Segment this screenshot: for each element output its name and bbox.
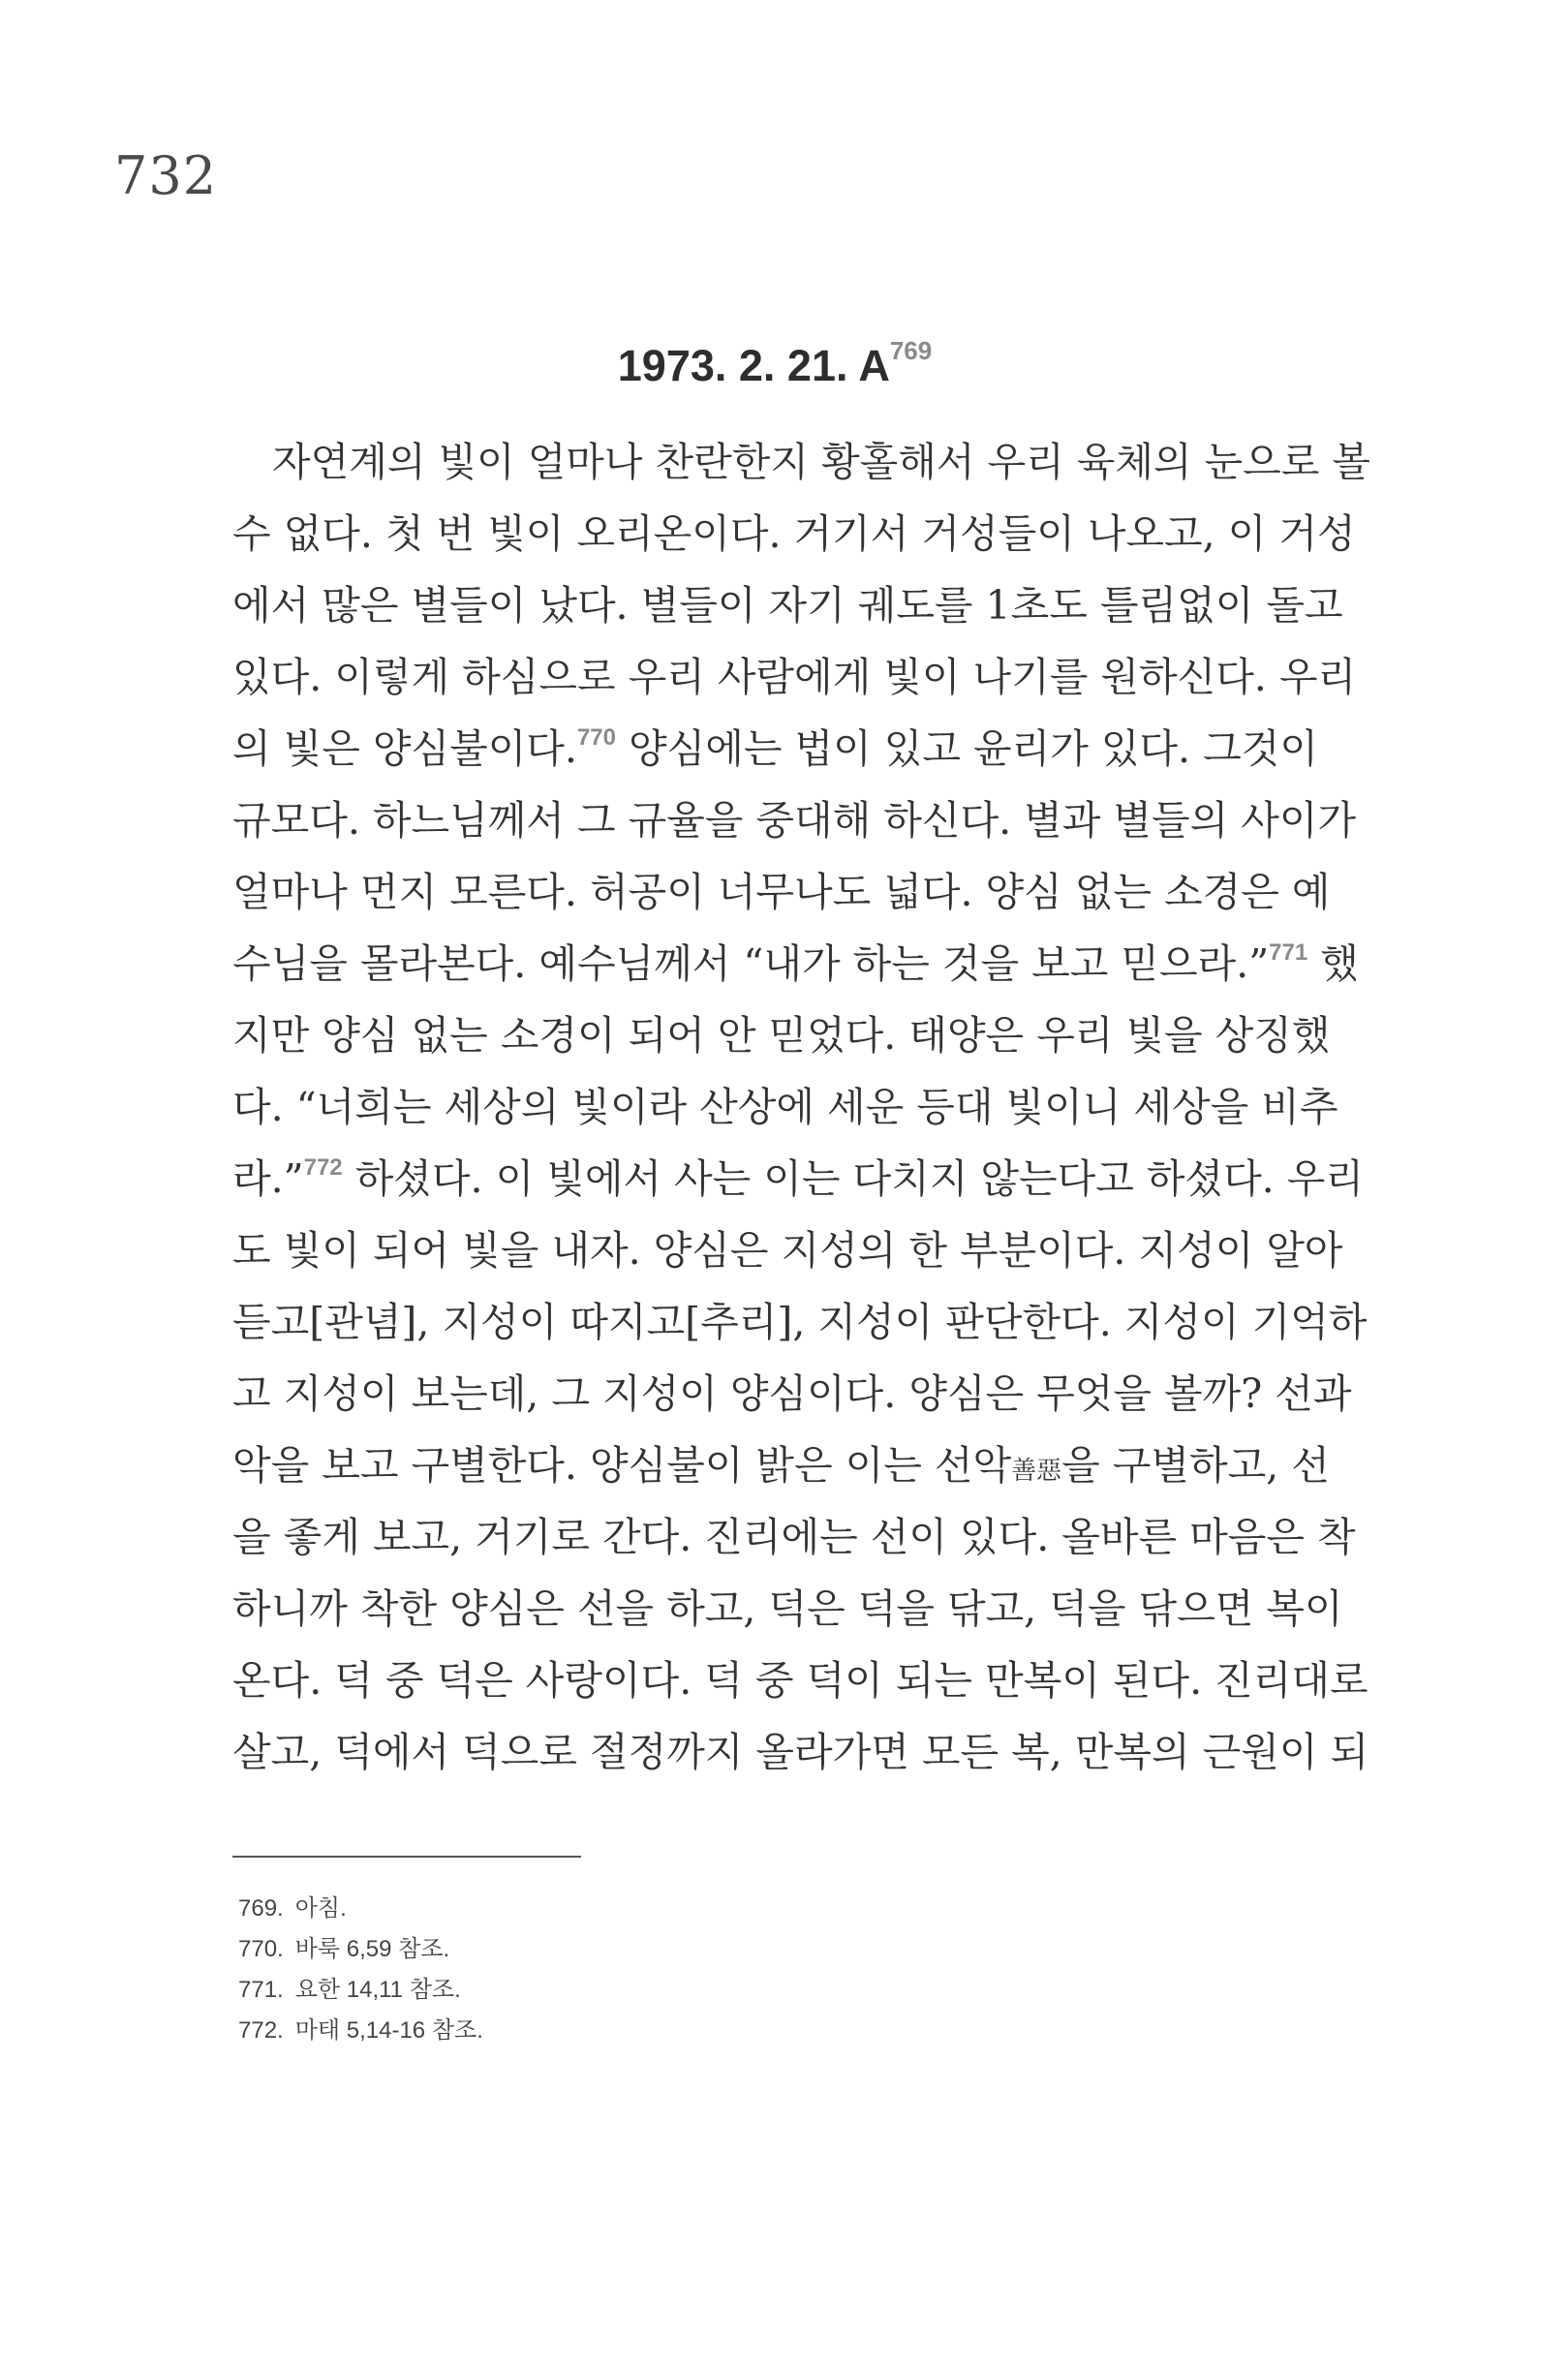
body-line [232,928,1359,999]
footnote-772 [238,2011,483,2051]
entry-heading-title: 1973. 2. 21. A [617,341,890,390]
footnote-770 [238,1929,483,1970]
page-number: 732 [114,145,218,206]
body-line-text: 을 구별하고, 선 [1061,1442,1330,1489]
body-line: 듣고[관념], 지성이 따지고[추리], 지성이 판단한다. 지성이 기억하 [232,1299,1368,1345]
footnote-771 [238,1970,483,2011]
footnote-ref-771[interactable]: 771 [1269,939,1308,966]
body-line: 도 빛이 되어 빛을 내자. 양심은 지성의 한 부분이다. 지성이 알아 [232,1227,1343,1274]
footnote-text: 요한 14,11 참조. [294,1977,461,2003]
body-line [232,713,1317,784]
body-line-text: 악을 보고 구별한다. 양심불이 밝은 이는 선악 [232,1442,1012,1489]
body-line-text: 라.” [232,1155,304,1202]
footnote-769 [238,1889,483,1929]
body-line-text: 양심에는 법이 있고 윤리가 있다. 그것이 [616,725,1318,772]
body-line: 하니까 착한 양심은 선을 하고, 덕은 덕을 닦고, 덕을 닦으면 복이 [232,1585,1343,1632]
footnote-ref-772[interactable]: 772 [303,1154,343,1181]
body-line: 살고, 덕에서 덕으로 절정까지 올라가면 모든 복, 만복의 근원이 되 [232,1729,1369,1775]
body-text [232,426,1371,1788]
body-line: 에서 많은 별들이 났다. 별들이 자기 궤도를 1초도 틀림없이 돌고 [232,582,1343,629]
body-line: 있다. 이렇게 하심으로 우리 사람에게 빛이 나기를 원하신다. 우리 [232,654,1357,700]
body-line [232,1143,1364,1215]
body-line-text: 했 [1307,940,1359,987]
footnote-text: 아침. [294,1895,347,1922]
footnote-ref-769[interactable]: 769 [889,336,933,365]
body-line: 온다. 덕 중 덕은 사랑이다. 덕 중 덕이 되는 만복이 된다. 진리대로 [232,1657,1368,1704]
footnote-divider [232,1856,581,1858]
body-line: 지만 양심 없는 소경이 되어 안 믿었다. 태양은 우리 빛을 상징했 [232,1012,1331,1059]
body-line: 고 지성이 보는데, 그 지성이 양심이다. 양심은 무엇을 볼까? 선과 [232,1370,1352,1417]
body-line [232,1430,1330,1501]
footnote-text: 바룩 6,59 참조. [294,1936,450,1962]
footnote-number: 769. [238,1895,284,1922]
body-line: 수 없다. 첫 번 빛이 오리온이다. 거기서 거성들이 나오고, 이 거성 [232,510,1356,557]
footnote-text: 마태 5,14-16 참조. [294,2017,483,2044]
body-line-text: 의 빛은 양심불이다. [232,725,577,772]
body-line-text: 하셨다. 이 빛에서 사는 이는 다치지 않는다고 하셨다. 우리 [342,1155,1364,1202]
body-line: 얼마나 먼지 모른다. 허공이 너무나도 넓다. 양심 없는 소경은 예 [232,869,1331,915]
footnote-number: 771. [238,1977,284,2003]
body-line: 자연계의 빛이 얼마나 찬란한지 황홀해서 우리 육체의 눈으로 볼 [272,439,1371,485]
body-line: 규모다. 하느님께서 그 규율을 중대해 하신다. 별과 별들의 사이가 [232,797,1357,844]
footnote-number: 770. [238,1936,284,1962]
hanja-annotation: 善惡 [1011,1457,1062,1486]
footnote-number: 772. [238,2017,284,2044]
footnotes [238,1889,483,2051]
entry-heading [232,336,1317,391]
footnote-ref-770[interactable]: 770 [576,724,616,751]
body-line: 을 좋게 보고, 거기로 간다. 진리에는 선이 있다. 올바른 마음은 착 [232,1514,1356,1560]
body-line: 다. “너희는 세상의 빛이라 산상에 세운 등대 빛이니 세상을 비추 [232,1084,1338,1130]
body-line-text: 수님을 몰라본다. 예수님께서 “내가 하는 것을 보고 믿으라.” [232,940,1270,987]
